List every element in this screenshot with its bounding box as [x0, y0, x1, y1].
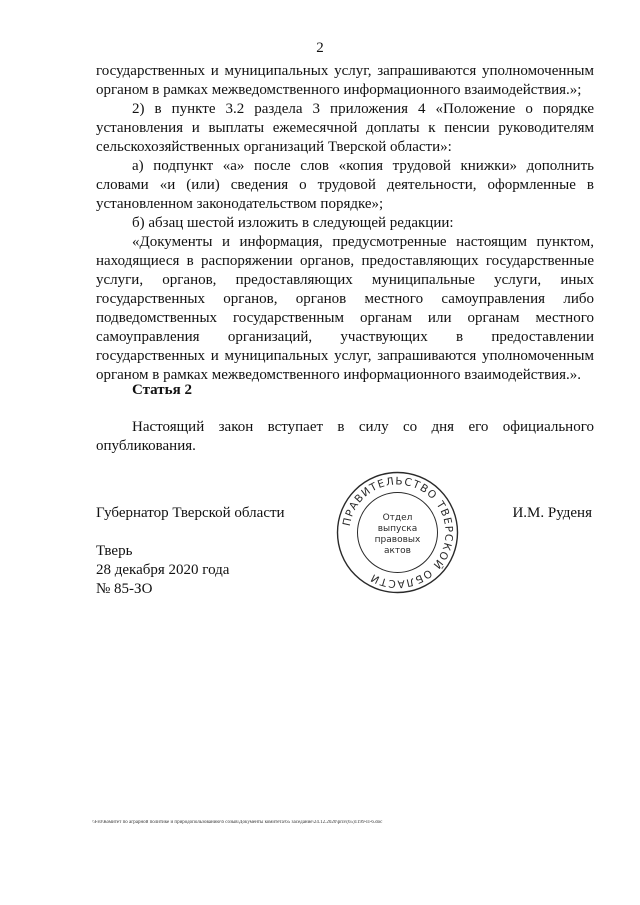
paragraph-3: а) подпункт «а» после слов «копия трудовой книжки» дополнить словами «и (или) сведения о трудовой деятельности, оформленные в установленном законодательством порядке»;	[96, 158, 594, 212]
seal-line-4: актов	[383, 546, 412, 556]
seal-line-1: Отдел	[382, 513, 413, 523]
seal-ring-text: ПРАВИТЕЛЬСТВО ТВЕРСКОЙ ОБЛАСТИ	[340, 475, 455, 590]
governor-title: Губернатор Тверской области	[96, 505, 285, 521]
signing-date: 28 декабря 2020 года	[96, 562, 230, 578]
page-number: 2	[316, 40, 324, 56]
seal-line-2: выпуска	[377, 524, 418, 534]
signing-city: Тверь	[96, 543, 133, 559]
law-number: № 85-ЗО	[96, 581, 153, 597]
paragraph-4: б) абзац шестой изложить в следующей редакции:	[132, 215, 454, 231]
paragraph-5: «Документы и информация, предусмотренные настоящим пунктом, находящиеся в распоряжении органов, предоставляющих государственные услуги, органов, предоставляющих муниципальные услуги, иных государственных органов, органов местного самоуправления либо подведомственных государственным органам или органам местного самоуправления организаций, участвующих в предоставлении государственных и муниципальных услуг, запрашиваются уполномоченным органом в рамках межведомственного информационного взаимодействия.».	[96, 234, 594, 383]
official-seal	[335, 470, 460, 595]
paragraph-2: 2) в пункте 3.2 раздела 3 приложения 4 «Положение о порядке установления и выплаты ежемесячной доплаты к пенсии руководителям сельскохозяйственных организаций Тверской области»:	[96, 101, 594, 155]
signing-details	[96, 542, 229, 599]
file-path-footer: \\Fs0\Комитет по аграрной политике и природопользованию\6 созыв\Документы комитета\65 заседание\24.12.2020\рпз\(65)1199-П-6.doc	[92, 820, 383, 825]
paragraph-1: государственных и муниципальных услуг, запрашиваются уполномоченным органом в рамках межведомственного информационного взаимодействия.»;	[96, 63, 594, 98]
article-text: Настоящий закон вступает в силу со дня его официального опубликования.	[96, 419, 594, 454]
article-heading: Статья 2	[132, 382, 192, 398]
document-body	[96, 62, 594, 385]
seal-line-3: правовых	[374, 535, 421, 545]
signer-name: И.М. Руденя	[512, 505, 592, 521]
